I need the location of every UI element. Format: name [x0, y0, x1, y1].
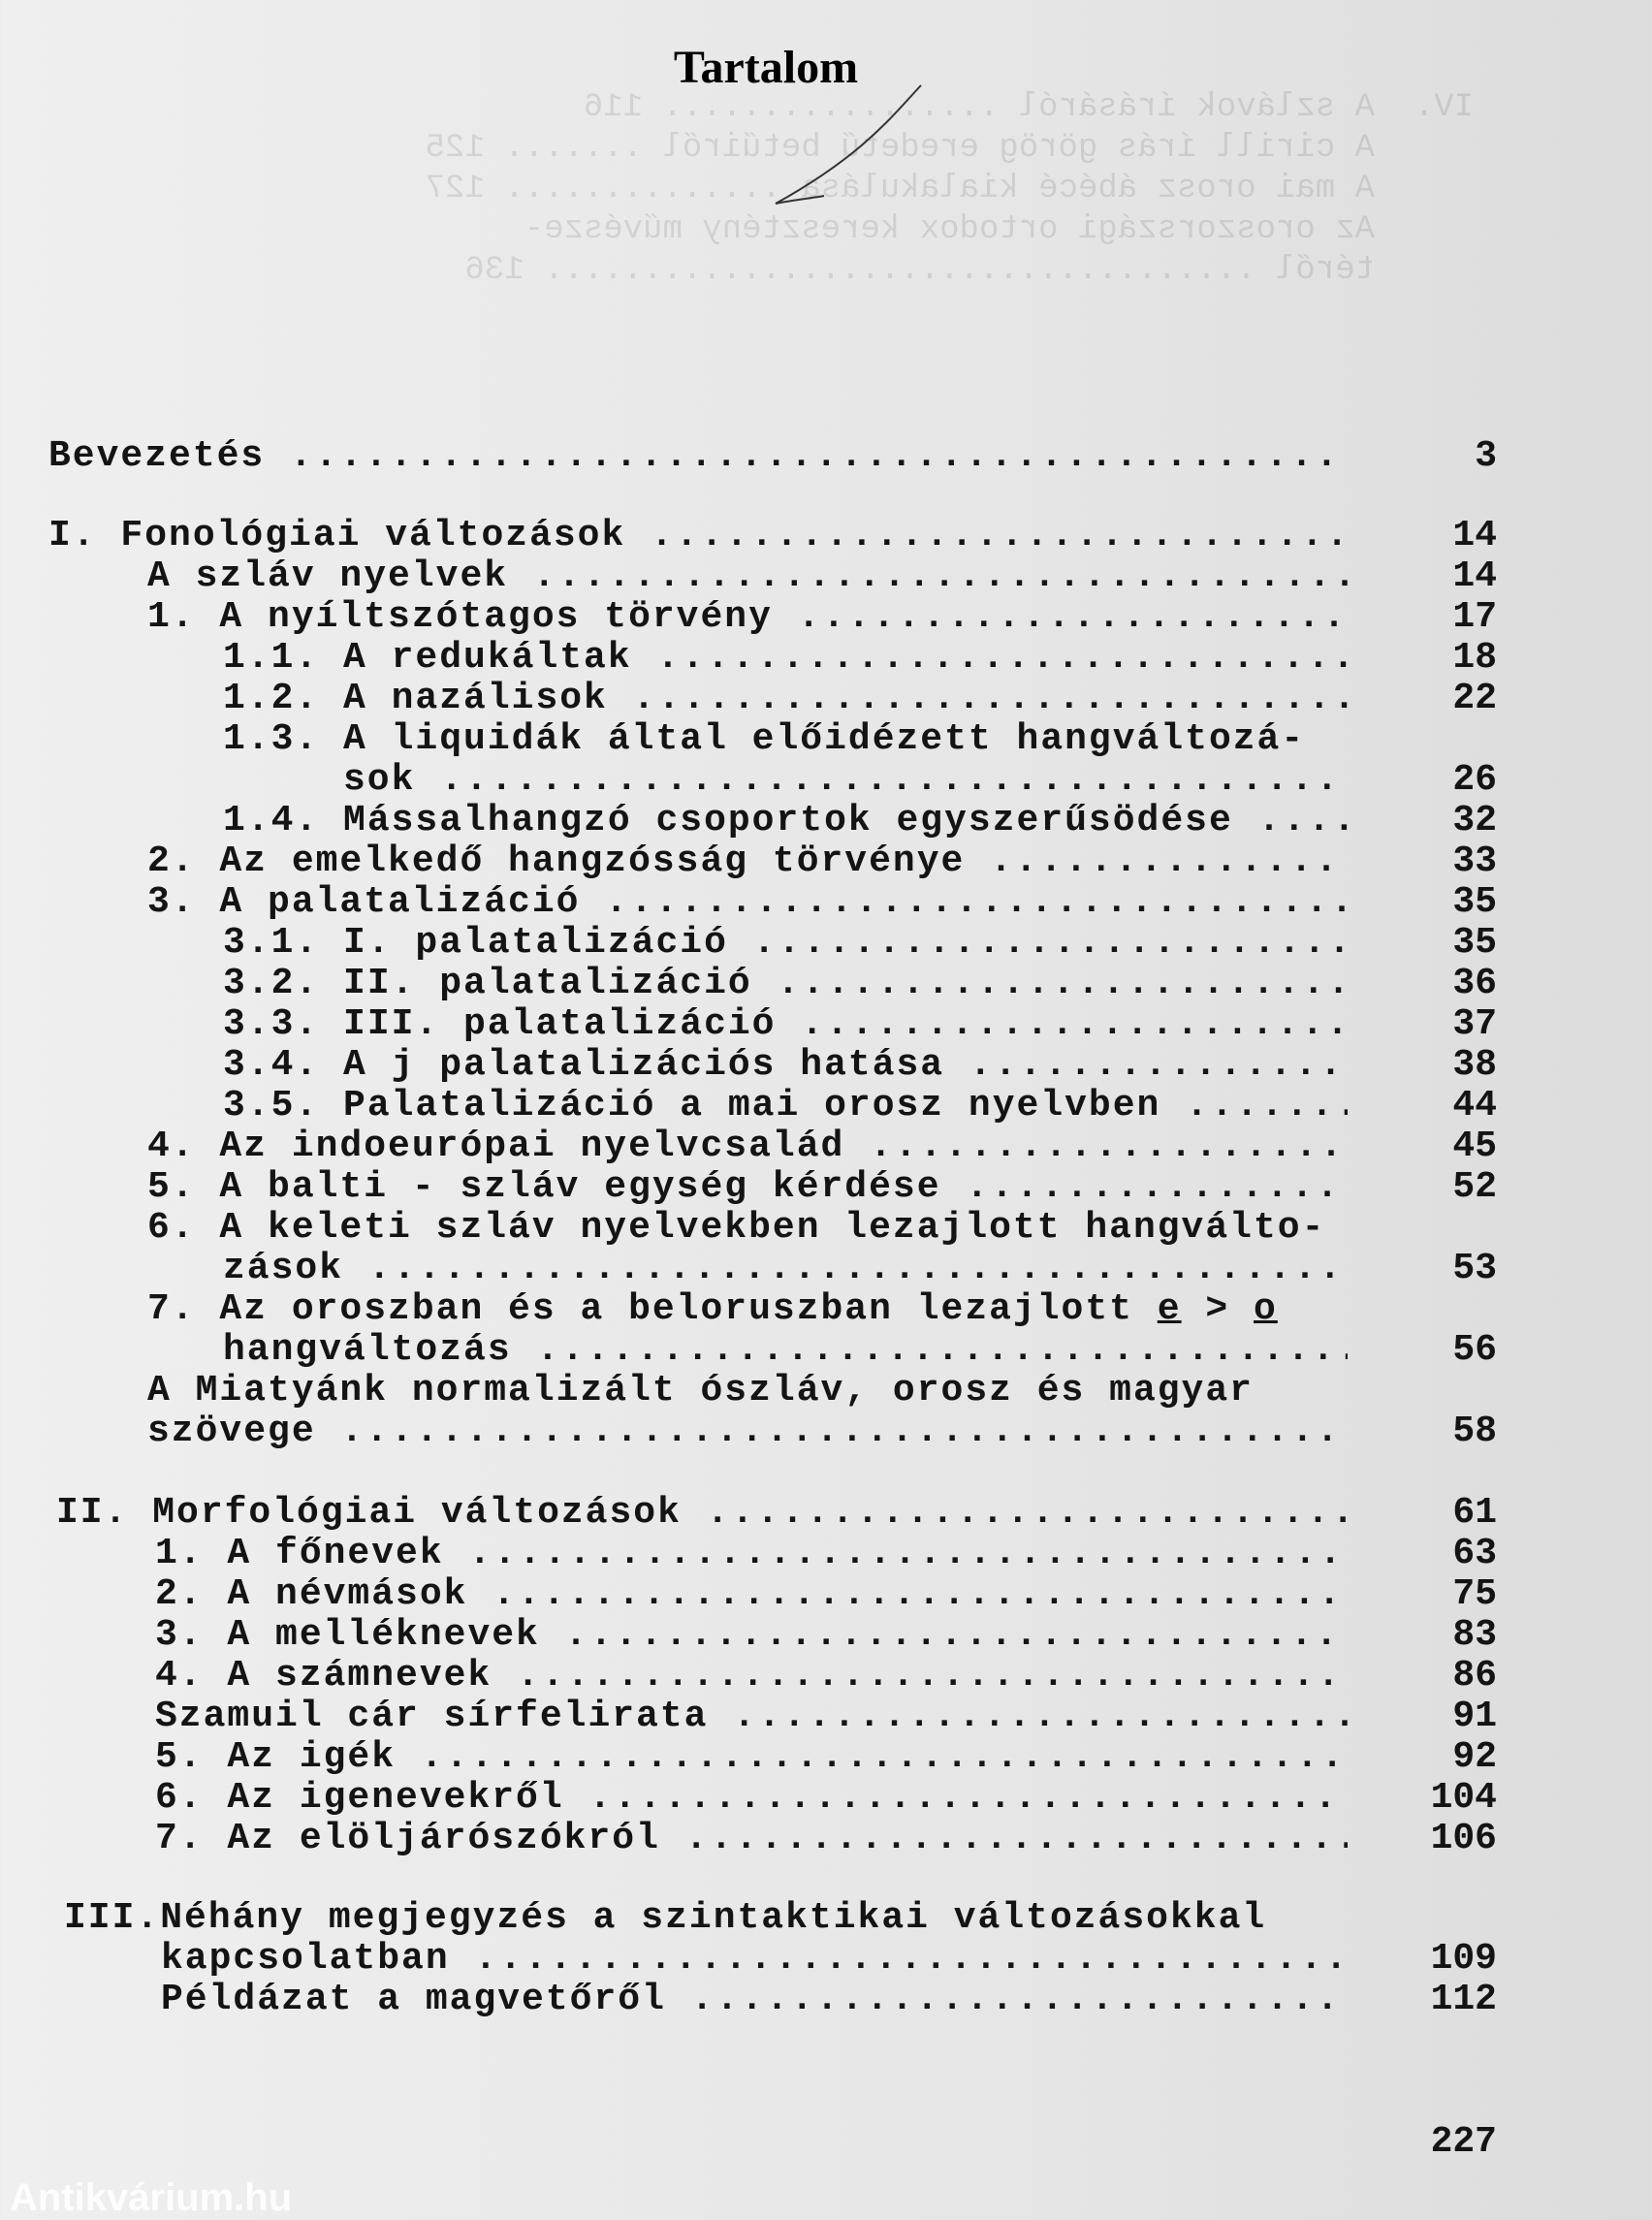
- bleed-through-text: IV. A szlávok írásáról ................. 116 A cirill írás görög eredetű betűiről ....... 125 A mai orosz ábécé kialakulása .............. 127 Az oroszországi ortodox keresztény művésze- téről .................................... 136: [425, 89, 1474, 289]
- toc-entry[interactable]: 1.3. A liquidák által előidézett hangváltozá-: [223, 718, 1306, 760]
- toc-entry-chapter-3[interactable]: III.Néhány megjegyzés a szintaktikai változásokkal: [64, 1897, 1267, 1939]
- toc-entry[interactable]: 2. A névmások .....: [155, 1574, 1348, 1615]
- toc-entry[interactable]: Példázat a magvetőről .....: [161, 1980, 1348, 2020]
- toc-entry[interactable]: 1.4. Mássalhangzó csoportok egyszerűsödése .....: [223, 801, 1348, 841]
- toc-entry-symbol: o: [1254, 1288, 1278, 1330]
- toc-entry-text: 7. Az oroszban és a beloruszban lezajlott: [147, 1288, 1133, 1330]
- toc-entry[interactable]: [147, 1289, 1278, 1330]
- toc-page: 35: [1452, 881, 1497, 923]
- toc-entry-symbol: >: [1205, 1288, 1230, 1330]
- toc-entry[interactable]: 4. Az indoeurópai nyelvcsalád .....: [147, 1126, 1348, 1167]
- toc-page: 37: [1452, 1003, 1497, 1045]
- toc-page: 112: [1430, 1979, 1497, 2020]
- toc-entry[interactable]: 1.1. A redukáltak .....: [223, 638, 1348, 679]
- toc-entry[interactable]: 5. A balti - szláv egység kérdése .....: [147, 1167, 1348, 1208]
- toc-entry-bevezetes[interactable]: Bevezetés .....: [48, 436, 1348, 477]
- toc-page: 36: [1452, 963, 1497, 1004]
- page-title: Tartalom: [673, 42, 859, 93]
- toc-page: 45: [1452, 1126, 1497, 1167]
- toc-entry[interactable]: 2. Az emelkedő hangzósság törvénye .....: [147, 841, 1348, 882]
- toc-page: 22: [1452, 678, 1497, 719]
- toc-page: 109: [1430, 1938, 1497, 1980]
- toc-entry[interactable]: 3.5. Palatalizáció a mai orosz nyelvben .....: [223, 1086, 1348, 1126]
- toc-page: 92: [1452, 1736, 1497, 1778]
- toc-page: 17: [1452, 596, 1497, 638]
- toc-page: 18: [1452, 637, 1497, 679]
- toc-page: 91: [1452, 1696, 1497, 1737]
- toc-page: 83: [1452, 1614, 1497, 1656]
- toc-entry[interactable]: 3.1. I. palatalizáció .....: [223, 923, 1348, 964]
- toc-entry[interactable]: 1. A főnevek .....: [155, 1534, 1348, 1574]
- toc-entry-continuation[interactable]: szövege .....: [147, 1411, 1348, 1452]
- toc-entry[interactable]: A Miatyánk normalizált ószláv, orosz és magyar: [147, 1370, 1254, 1411]
- toc-page: 106: [1430, 1818, 1497, 1859]
- toc-page: 63: [1452, 1533, 1497, 1574]
- toc-entry[interactable]: 3.3. III. palatalizáció .....: [223, 1004, 1348, 1045]
- toc-entry-chapter-1[interactable]: I. Fonológiai változások .....: [48, 516, 1348, 556]
- toc-entry[interactable]: 6. A keleti szláv nyelvekben lezajlott hangválto-: [147, 1207, 1326, 1249]
- toc-entry-continuation[interactable]: kapcsolatban .....: [161, 1939, 1348, 1980]
- toc-page: 44: [1452, 1085, 1497, 1126]
- toc-page: 52: [1452, 1166, 1497, 1208]
- toc-entry-continuation[interactable]: sok .....: [343, 760, 1348, 801]
- toc-page: 58: [1452, 1411, 1497, 1452]
- watermark: Antikvárium.hu: [10, 2176, 293, 2219]
- toc-entry[interactable]: 3. A palatalizáció .....: [147, 882, 1348, 923]
- toc-page: 14: [1452, 515, 1497, 556]
- toc-entry[interactable]: 3.4. A j palatalizációs hatása .....: [223, 1045, 1348, 1086]
- toc-page: 35: [1452, 922, 1497, 964]
- toc-page: 3: [1475, 435, 1497, 477]
- toc-entry[interactable]: 3. A melléknevek .....: [155, 1615, 1348, 1656]
- toc-entry[interactable]: 1.2. A nazálisok .....: [223, 679, 1348, 719]
- toc-entry[interactable]: 4. A számnevek .....: [155, 1656, 1348, 1697]
- toc-entry-continuation[interactable]: hangváltozás .....: [223, 1330, 1348, 1371]
- toc-page: 32: [1452, 800, 1497, 841]
- toc-page: 75: [1452, 1573, 1497, 1615]
- toc-page: 61: [1452, 1492, 1497, 1534]
- toc-entry[interactable]: 5. Az igék .....: [155, 1737, 1348, 1778]
- page-number: 227: [1430, 2121, 1497, 2163]
- toc-page: 86: [1452, 1655, 1497, 1697]
- toc-page: 26: [1452, 759, 1497, 801]
- toc-entry-chapter-2[interactable]: II. Morfológiai változások .....: [56, 1493, 1348, 1534]
- toc-entry[interactable]: 6. Az igenevekről .....: [155, 1778, 1348, 1819]
- toc-entry[interactable]: 3.2. II. palatalizáció .....: [223, 964, 1348, 1004]
- toc-page: 53: [1452, 1248, 1497, 1289]
- toc-entry[interactable]: Szamuil cár sírfelirata .....: [155, 1697, 1348, 1737]
- toc-entry[interactable]: 1. A nyíltszótagos törvény .....: [147, 597, 1348, 638]
- toc-page: 104: [1430, 1777, 1497, 1819]
- toc-page: 14: [1452, 555, 1497, 597]
- toc-entry[interactable]: 7. Az elöljárószókról .....: [155, 1819, 1348, 1859]
- toc-entry-continuation[interactable]: zások .....: [223, 1249, 1348, 1289]
- toc-page: 56: [1452, 1329, 1497, 1371]
- toc-page: 33: [1452, 840, 1497, 882]
- toc-entry[interactable]: A szláv nyelvek .....: [147, 556, 1348, 597]
- toc-entry-symbol: e: [1157, 1288, 1182, 1330]
- toc-page: 38: [1452, 1044, 1497, 1086]
